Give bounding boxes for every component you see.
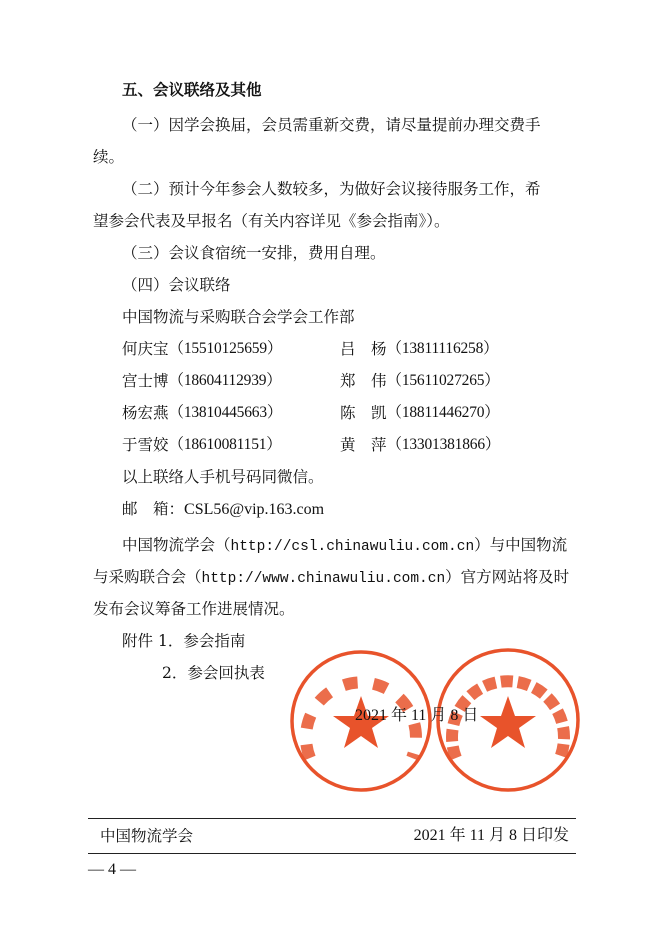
contact-phone: （13301381866） (386, 436, 501, 453)
website-text: 与采购联合会（ (93, 568, 202, 586)
website-text: ）官方网站将及时 (445, 568, 570, 586)
contact-entry (340, 339, 498, 359)
attachment-2: 2．参会回执表 (162, 664, 265, 682)
item2-line1: （二）预计今年参会人数较多，为做好会议接待服务工作，希 (122, 180, 541, 198)
contact-name: 宫士博 (122, 372, 169, 390)
item4: （四）会议联络 (122, 276, 231, 294)
contact-entry (340, 403, 500, 423)
item1-line2: 续。 (93, 148, 125, 166)
contact-phone: （13811116258） (386, 340, 499, 357)
contact-entry (340, 435, 500, 455)
item3: （三）会议食宿统一安排，费用自理。 (122, 244, 386, 262)
contact-name: 陈 凯 (340, 404, 387, 422)
contact-phone: （15611027265） (386, 372, 500, 389)
star-icon (480, 696, 536, 748)
contact-phone: （18610081151） (168, 436, 282, 453)
contact-phone: （15510125659） (168, 340, 283, 357)
contact-entry (122, 371, 282, 391)
wechat-note: 以上联络人手机号码同微信。 (122, 468, 324, 486)
contact-name: 黄 萍 (340, 436, 387, 454)
footer-issued: 2021 年 11 月 8 日印发 (413, 827, 569, 844)
website-text: 中国物流学会（ (122, 536, 231, 554)
footer-top-rule (88, 818, 576, 819)
website-line2 (93, 567, 569, 589)
contact-name: 于雪姣 (122, 436, 169, 454)
email-address[interactable]: CSL56@vip.163.com (184, 501, 325, 518)
contact-phone: （18811446270） (386, 404, 500, 421)
contact-entry (122, 435, 282, 455)
footer-bottom-rule (88, 853, 576, 854)
contact-name: 吕 杨 (340, 340, 387, 358)
contact-name: 郑 伟 (340, 372, 387, 390)
contact-entry (122, 339, 282, 359)
contact-entry (340, 371, 500, 391)
attachments-label: 附件 (122, 632, 154, 650)
item2-line2: 望参会代表及早报名（有关内容详见《参会指南》）。 (93, 212, 450, 230)
url-chinawuliu[interactable]: http://www.chinawuliu.com.cn (201, 571, 446, 587)
department: 中国物流与采购联合会学会工作部 (122, 308, 355, 326)
section-heading: 五、会议联络及其他 (122, 81, 262, 99)
email-line (122, 499, 324, 520)
contact-name: 杨宏燕 (122, 404, 169, 422)
website-line1 (122, 535, 567, 557)
contact-phone: （18604112939） (168, 372, 282, 389)
url-csl[interactable]: http://csl.chinawuliu.com.cn (230, 539, 475, 555)
item1-line1: （一）因学会换届，会员需重新交费，请尽量提前办理交费手 (122, 116, 541, 134)
issue-date: 2021 年 11 月 8 日 (355, 707, 479, 724)
contact-name: 何庆宝 (122, 340, 169, 358)
website-text: ）与中国物流 (474, 536, 568, 554)
website-line3: 发布会议筹备工作进展情况。 (93, 600, 295, 618)
contact-entry (122, 403, 282, 423)
contact-phone: （13810445663） (168, 404, 283, 421)
attachment-1 (122, 631, 245, 651)
page-number: — 4 — (88, 861, 136, 878)
email-label: 邮 箱： (122, 500, 185, 518)
attachment-item: 1．参会指南 (157, 632, 246, 650)
footer-org: 中国物流学会 (100, 827, 194, 845)
